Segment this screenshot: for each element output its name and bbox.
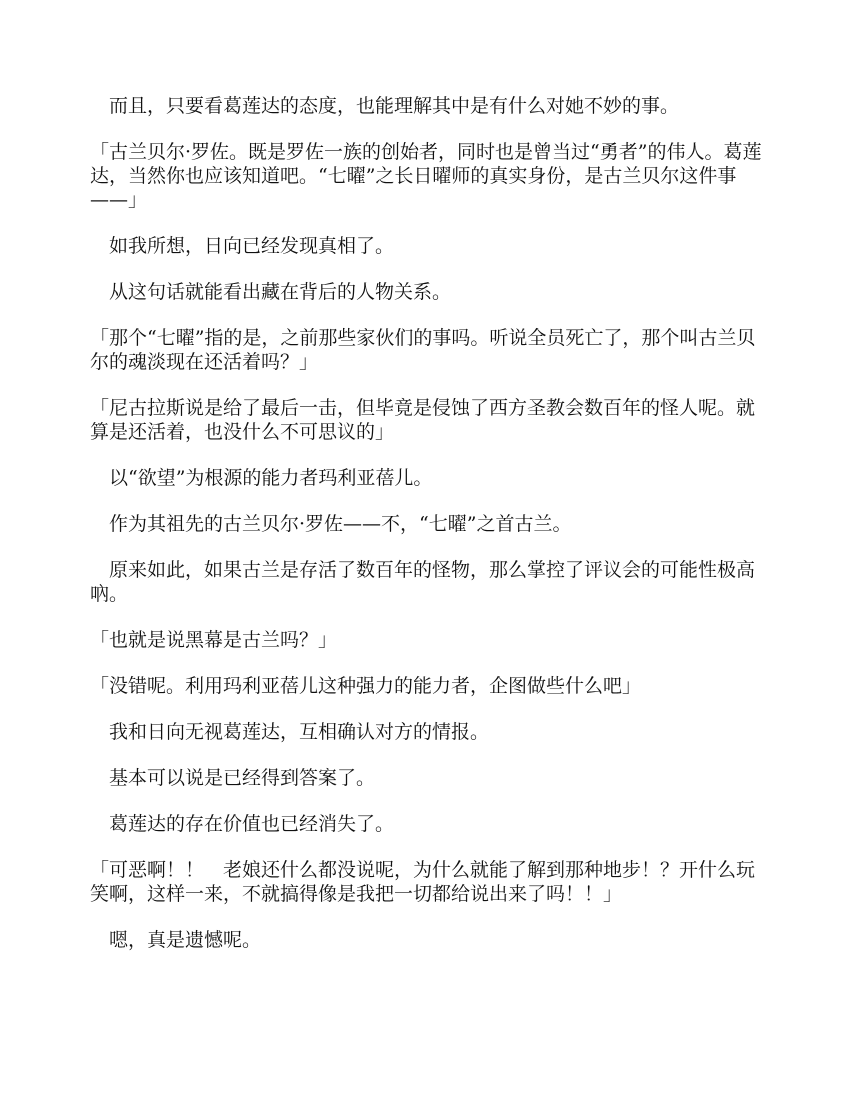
paragraph: 「那个“七曜”指的是，之前那些家伙们的事吗。听说全员死亡了，那个叫古兰贝尔的魂淡现在还活着吗？」 [90, 327, 756, 373]
paragraph: 「古兰贝尔·罗佐。既是罗佐一族的创始者，同时也是曾当过“勇者”的伟人。葛莲达，当然你也应该知道吧。“七曜”之长日曜师的真实身份，是古兰贝尔这件事——」 [90, 141, 762, 211]
paragraph: 「也就是说黑幕是古兰吗？」 [90, 629, 338, 651]
paragraph: 「可恶啊！！ 老娘还什么都没说呢，为什么就能了解到那种地步！？开什么玩笑啊，这样一来，不就搞得像是我把一切都给说出来了吗！！」 [90, 859, 756, 905]
paragraph: 嗯，真是遗憾呢。 [90, 929, 262, 951]
paragraph: 基本可以说是已经得到答案了。 [90, 767, 376, 789]
paragraph: 原来如此，如果古兰是存活了数百年的怪物，那么掌控了评议会的可能性极高吶。 [90, 559, 756, 605]
document-body [90, 94, 762, 952]
paragraph: 我和日向无视葛莲达，互相确认对方的情报。 [90, 721, 490, 743]
paragraph: 「没错呢。利用玛利亚蓓儿这种强力的能力者，企图做些什么吧」 [90, 675, 642, 697]
paragraph: 作为其祖先的古兰贝尔·罗佐——不，“七曜”之首古兰。 [90, 513, 572, 535]
paragraph: 如我所想，日向已经发现真相了。 [90, 235, 395, 257]
paragraph: 以“欲望”为根源的能力者玛利亚蓓儿。 [90, 467, 433, 489]
paragraph: 而且，只要看葛莲达的态度，也能理解其中是有什么对她不妙的事。 [90, 95, 680, 117]
paragraph: 葛莲达的存在价值也已经消失了。 [90, 813, 395, 835]
paragraph: 「尼古拉斯说是给了最后一击，但毕竟是侵蚀了西方圣教会数百年的怪人呢。就算是还活着，也没什么不可思议的」 [90, 397, 756, 443]
paragraph: 从这句话就能看出藏在背后的人物关系。 [90, 281, 452, 303]
